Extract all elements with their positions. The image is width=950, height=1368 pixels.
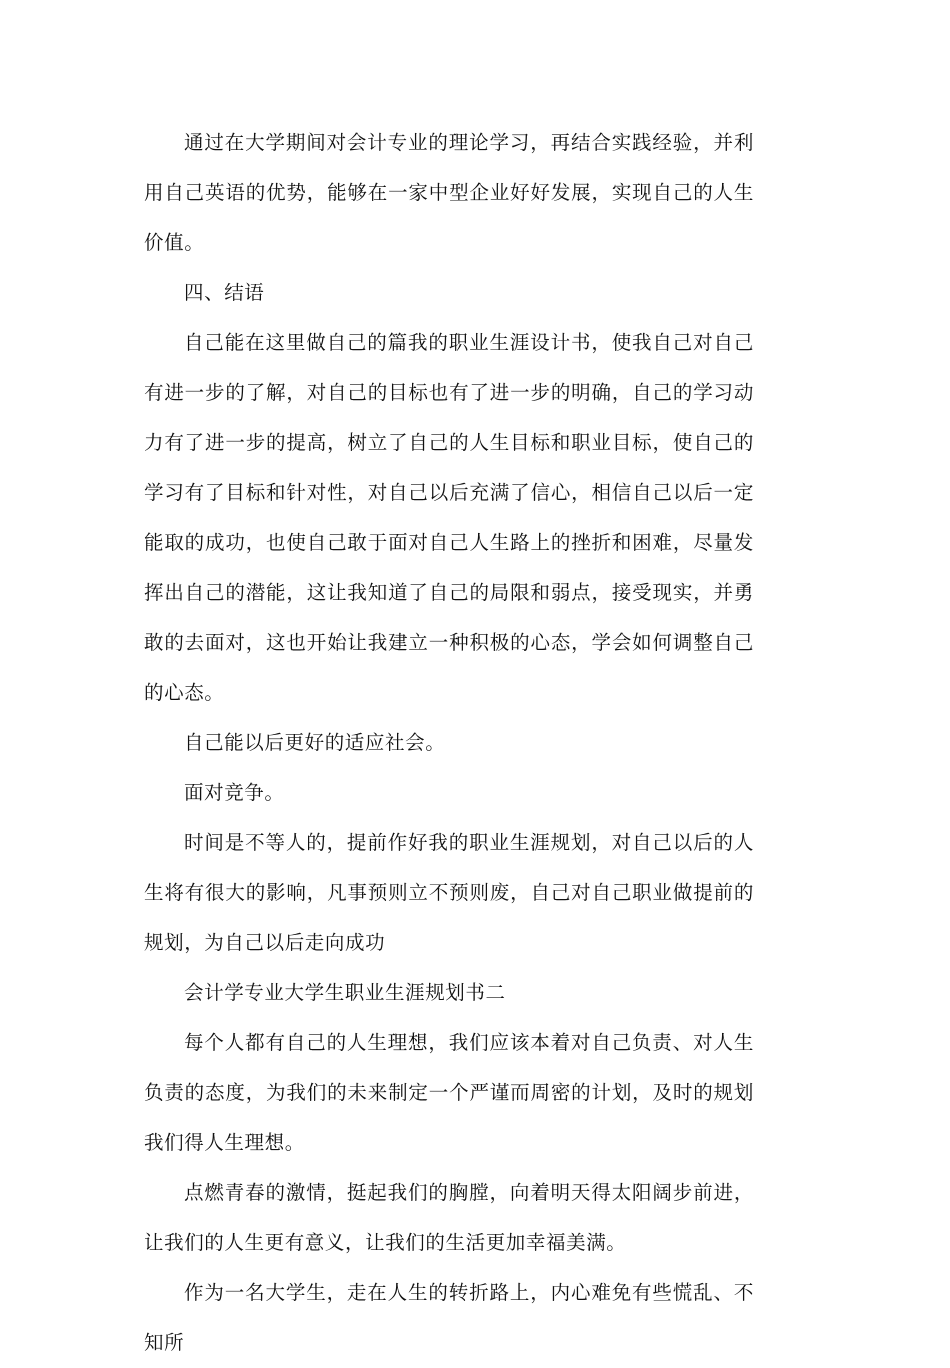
- paragraph-career-goal: 通过在大学期间对会计专业的理论学习，再结合实践经验，并利用自己英语的优势，能够在一家中型企业好好发展，实现自己的人生价值。: [144, 131, 754, 254]
- document-body: [144, 118, 754, 1368]
- paragraph-student: 作为一名大学生，走在人生的转折路上，内心难免有些慌乱、不知所: [144, 1281, 754, 1354]
- paragraph-face-competition: 面对竞争。: [184, 781, 285, 804]
- paragraph-ideals: 每个人都有自己的人生理想，我们应该本着对自己负责、对人生负责的态度，为我们的未来制定一个严谨而周密的计划，及时的规划我们得人生理想。: [144, 1031, 754, 1154]
- paragraph-youth: 点燃青春的激情，挺起我们的胸膛，向着明天得太阳阔步前进，让我们的人生更有意义，让我们的生活更加幸福美满。: [144, 1181, 754, 1254]
- section-heading-plan-two: 会计学专业大学生职业生涯规划书二: [184, 981, 506, 1004]
- paragraph-adapt-society: 自己能以后更好的适应社会。: [184, 731, 446, 754]
- section-heading-conclusion: 四、结语: [184, 281, 265, 304]
- paragraph-conclusion: 自己能在这里做自己的篇我的职业生涯设计书，使我自己对自己有进一步的了解，对自己的目标也有了进一步的明确，自己的学习动力有了进一步的提高，树立了自己的人生目标和职业目标，使自己的学习有了目标和针对性，对自己以后充满了信心，相信自己以后一定能取的成功，也使自己敢于面对自己人生路上的挫折和困难，尽量发挥出自己的潜能，这让我知道了自己的局限和弱点，接受现实，并勇敢的去面对，这也开始让我建立一种积极的心态，学会如何调整自己的心态。: [144, 331, 754, 704]
- paragraph-time: 时间是不等人的，提前作好我的职业生涯规划，对自己以后的人生将有很大的影响，凡事预则立不预则废，自己对自己职业做提前的规划，为自己以后走向成功: [144, 831, 754, 954]
